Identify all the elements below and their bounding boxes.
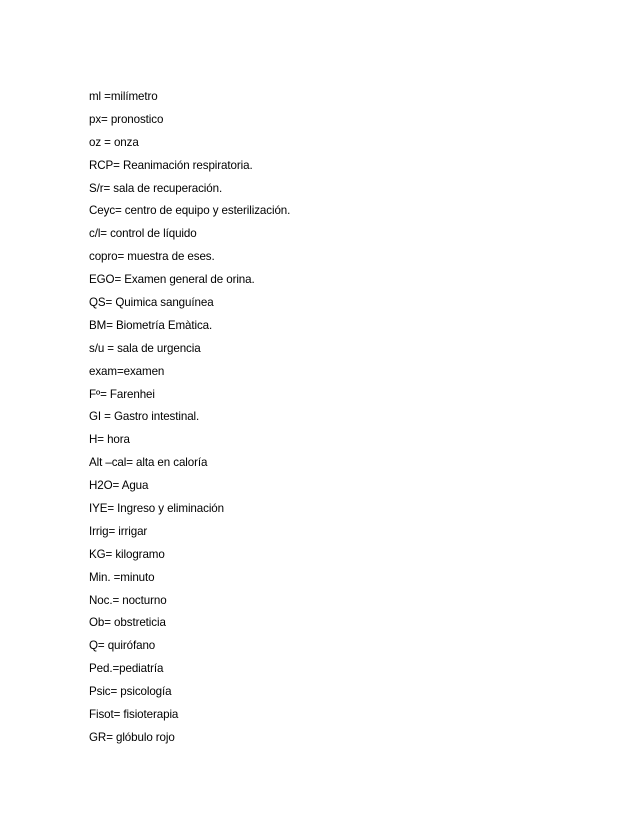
abbreviation-line: Ob= obstreticia: [89, 616, 166, 630]
abbreviation-line: BM= Biometría Emàtica.: [89, 318, 213, 332]
abbreviation-line: IYE= Ingreso y eliminación: [89, 502, 224, 516]
abbreviation-line: Noc.= nocturno: [89, 593, 167, 607]
abbreviation-line: Irrig= irrigar: [89, 524, 148, 538]
abbreviation-line: oz = onza: [89, 135, 139, 149]
abbreviation-line: px= pronostico: [89, 112, 164, 126]
abbreviation-line: Min. =minuto: [89, 570, 155, 584]
abbreviation-line: Q= quirófano: [89, 639, 156, 653]
abbreviation-line: Ped.=pediatría: [89, 662, 164, 676]
abbreviation-line: S/r= sala de recuperación.: [89, 181, 223, 195]
abbreviation-line: Psic= psicología: [89, 685, 172, 699]
abbreviation-line: H2O= Agua: [89, 479, 149, 493]
abbreviation-line: Alt –cal= alta en caloría: [89, 456, 208, 470]
abbreviation-line: ml =milímetro: [89, 90, 158, 103]
abbreviation-line: copro= muestra de eses.: [89, 250, 215, 264]
abbreviation-line: RCP= Reanimación respiratoria.: [89, 158, 253, 172]
abbreviation-line: exam=examen: [89, 364, 165, 378]
abbreviation-line: Fisot= fisioterapia: [89, 708, 179, 722]
abbreviation-line: Ceyc= centro de equipo y esterilización.: [89, 204, 291, 218]
abbreviation-line: GR= glóbulo rojo: [89, 730, 175, 744]
abbreviation-line: s/u = sala de urgencia: [89, 341, 201, 355]
abbreviation-line: c/l= control de líquido: [89, 227, 197, 241]
abbreviation-line: Fº= Farenhei: [89, 387, 155, 401]
abbreviation-line: QS= Quimica sanguínea: [89, 296, 214, 310]
abbreviation-line: KG= kilogramo: [89, 547, 165, 561]
abbreviation-line: GI = Gastro intestinal.: [89, 410, 200, 424]
abbreviation-list: [89, 86, 290, 750]
abbreviation-line: EGO= Examen general de orina.: [89, 273, 255, 287]
abbreviation-line: H= hora: [89, 433, 130, 447]
